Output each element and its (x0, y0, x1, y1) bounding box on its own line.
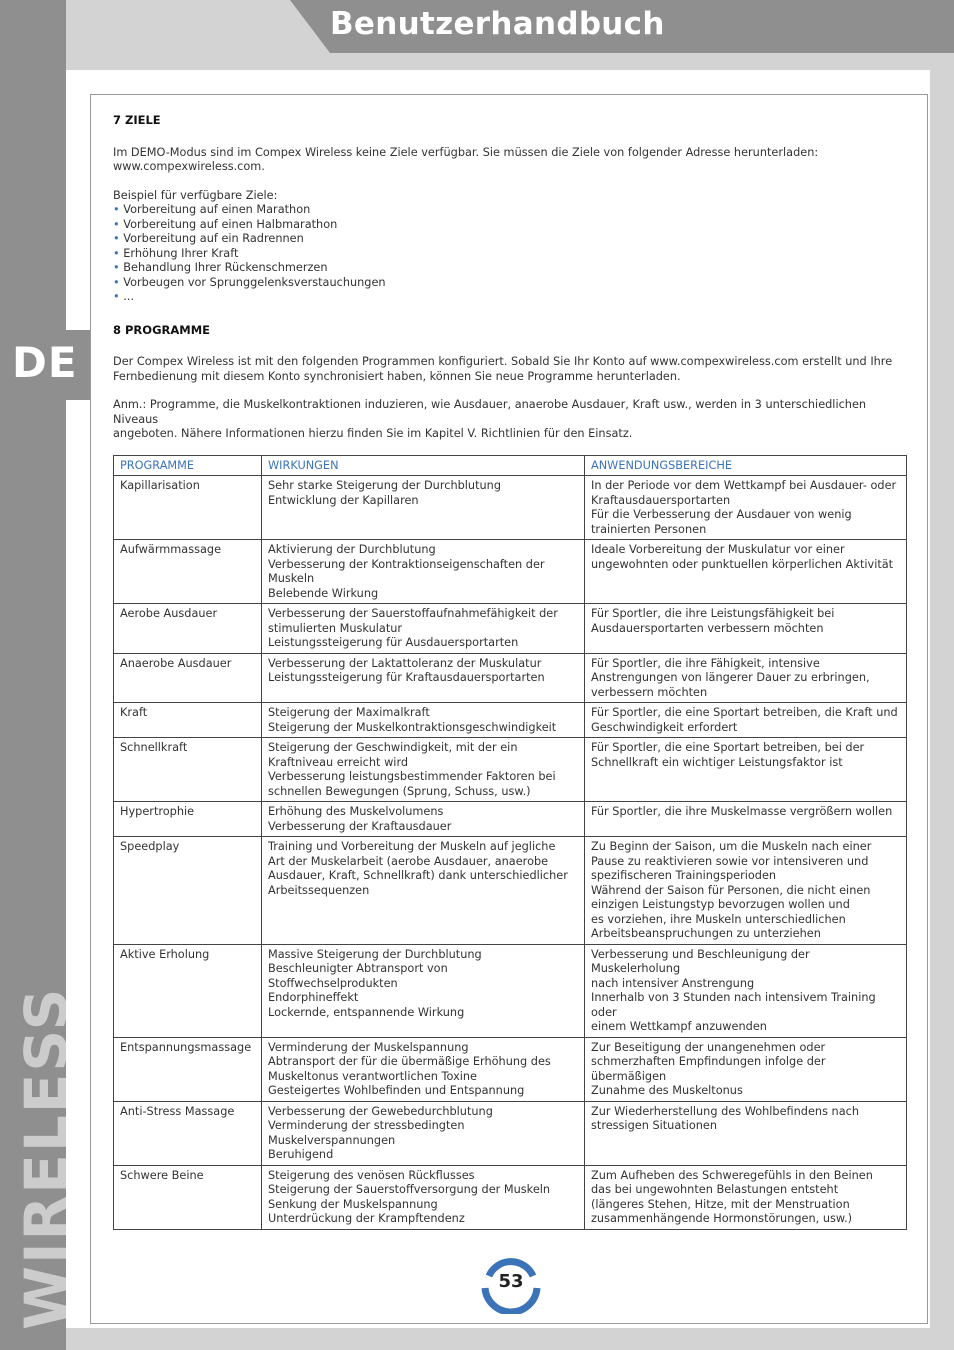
cell-line: Muskelverspannungen (268, 1133, 396, 1147)
cell-line: Zur Beseitigung der unangenehmen oder (591, 1040, 826, 1054)
cell-line: Kraftniveau erreicht wird (268, 755, 409, 769)
cell-line: Beschleunigter Abtransport von Stoffwechselprodukten (268, 962, 448, 990)
paragraph: Beispiel für verfügbare Ziele: (113, 188, 278, 202)
bottom-frame-band (66, 1328, 954, 1350)
cell-line: schmerzhaften Empfindungen infolge der übermäßigen (591, 1055, 826, 1083)
cell-line: (längeres Stehen, Hitze, mit der Menstruation (591, 1197, 850, 1211)
cell-line: einzigen Leistungstyp bevorzugen wollen und (591, 898, 850, 911)
cell-line: Für die Verbesserung der Ausdauer von wenig (591, 508, 852, 521)
effects-cell (262, 837, 585, 945)
cell-line: stimulierten Muskulatur (268, 621, 403, 635)
cell-line: Abtransport der für die übermäßige Erhöhung des (268, 1055, 551, 1068)
program-name-cell: Anti-Stress Massage (114, 1101, 262, 1165)
program-name-cell: Kraft (114, 703, 262, 738)
cell-line: ungewohnten oder punktuellen körperlichen Aktivität (591, 557, 894, 571)
cell-line: Art der Muskelarbeit (aerobe Ausdauer, anaerobe (268, 854, 549, 868)
cell-line: zusammenhängende Hormonstörungen, usw.) (591, 1212, 853, 1225)
column-header-programme: PROGRAMME (114, 455, 262, 476)
effects-cell (262, 476, 585, 540)
note: Anm.: Programme, die Muskelkontraktionen induzieren, wie Ausdauer, anaerobe Ausdauer, Kraft usw., werden in 3 unterschiedlichen Niveaus (113, 398, 867, 426)
list-item-text: ... (123, 290, 135, 303)
bullet-icon: • (113, 275, 120, 289)
table-row (114, 944, 907, 1037)
table-row (114, 540, 907, 604)
section-heading: 8 PROGRAMME (113, 322, 211, 337)
cell-line: Massive Steigerung der Durchblutung (268, 947, 482, 961)
cell-line: Sehr starke Steigerung der Durchblutung (268, 479, 501, 492)
bullet-icon: • (113, 261, 120, 274)
application-areas-cell (585, 1037, 907, 1101)
cell-line: stressigen Situationen (591, 1119, 718, 1132)
effects-cell (262, 738, 585, 802)
cell-line: Belebende Wirkung (268, 586, 379, 600)
column-header-anwendungsbereiche: ANWENDUNGSBEREICHE (585, 455, 907, 476)
cell-line: spezifischeren Trainingsperioden (591, 869, 777, 882)
effects-cell (262, 653, 585, 703)
page-title: Benutzerhandbuch (330, 6, 665, 42)
cell-line: Verbesserung der Sauerstoffaufnahmefähigkeit der (268, 607, 558, 620)
list-item (113, 218, 908, 233)
cell-line: Verbesserung der Gewebedurchblutung (268, 1104, 493, 1118)
cell-line: Unterdrückung der Krampftendenz (268, 1212, 465, 1225)
bullet-icon: • (113, 203, 120, 216)
cell-line: Geschwindigkeit erfordert (591, 720, 738, 734)
cell-line: verbessern möchten (591, 685, 708, 699)
application-areas-cell (585, 703, 907, 738)
cell-line: Für Sportler, die ihre Leistungsfähigkeit bei (591, 607, 835, 620)
program-name-cell: Aufwärmmassage (114, 540, 262, 604)
program-name-cell: Aktive Erholung (114, 944, 262, 1037)
cell-line: Endorphineffekt (268, 991, 359, 1004)
cell-line: Steigerung der Geschwindigkeit, mit der ein (268, 741, 518, 754)
cell-line: Steigerung der Muskelkontraktionsgeschwindigkeit (268, 720, 557, 734)
cell-line: Gesteigertes Wohlbefinden und Entspannung (268, 1084, 525, 1097)
list-item (113, 290, 908, 305)
cell-line: Steigerung der Maximalkraft (268, 706, 430, 719)
paragraph: Der Compex Wireless ist mit den folgenden Programmen konfiguriert. Sobald Sie Ihr Konto auf www.compexwireless.com erstellt und Ihre (113, 355, 893, 368)
paragraph: Im DEMO-Modus sind im Compex Wireless keine Ziele verfügbar. Sie müssen die Ziele von folgender Adresse herunterladen: (113, 145, 819, 159)
cell-line: Während der Saison für Personen, die nicht einen (591, 883, 871, 897)
effects-cell (262, 540, 585, 604)
application-areas-cell (585, 653, 907, 703)
program-name-cell: Schwere Beine (114, 1165, 262, 1229)
list-item-text: Vorbereitung auf einen Halbmarathon (123, 217, 338, 231)
link-text: www.compexwireless.com. (113, 160, 265, 173)
cell-line: Aktivierung der Durchblutung (268, 543, 436, 556)
cell-line: Für Sportler, die ihre Fähigkeit, intensive (591, 656, 820, 670)
document-body (113, 113, 908, 1230)
table-row (114, 1101, 907, 1165)
list-item-text: Behandlung Ihrer Rückenschmerzen (123, 261, 328, 274)
program-name-cell: Hypertrophie (114, 802, 262, 837)
list-item-text: Erhöhung Ihrer Kraft (123, 246, 239, 260)
cell-line: Kraftausdauersportarten (591, 493, 731, 507)
effects-cell (262, 944, 585, 1037)
cell-line: trainierten Personen (591, 522, 707, 536)
list-item (113, 261, 908, 276)
cell-line: Zu Beginn der Saison, um die Muskeln nach einer (591, 840, 872, 853)
cell-line: Schnellkraft ein wichtiger Leistungsfaktor ist (591, 755, 843, 769)
table-row (114, 1165, 907, 1229)
cell-line: Training und Vorbereitung der Muskeln auf jegliche (268, 840, 556, 853)
program-name-cell: Entspannungsmassage (114, 1037, 262, 1101)
brand-vertical-text: WIRELESS (12, 986, 80, 1330)
list-item (113, 276, 908, 291)
application-areas-cell (585, 1101, 907, 1165)
cell-line: nach intensiver Anstrengung (591, 976, 755, 990)
program-name-cell: Schnellkraft (114, 738, 262, 802)
cell-line: Lockernde, entspannende Wirkung (268, 1005, 465, 1019)
cell-line: Verminderung der stressbedingten (268, 1119, 465, 1132)
cell-line: Muskeln (268, 572, 315, 585)
cell-line: Senkung der Muskelspannung (268, 1197, 438, 1211)
list-item-text: Vorbereitung auf ein Radrennen (123, 232, 304, 245)
goal-list (113, 203, 908, 305)
list-item (113, 232, 908, 247)
application-areas-cell (585, 837, 907, 945)
effects-cell (262, 1101, 585, 1165)
cell-line: Pause zu reaktivieren sowie vor intensiveren und (591, 854, 869, 868)
cell-line: Steigerung der Sauerstoffversorgung der Muskeln (268, 1183, 551, 1196)
table-row (114, 802, 907, 837)
table-row (114, 703, 907, 738)
cell-line: Ausdauer, Kraft, Schnellkraft) dank unterschiedlicher (268, 869, 568, 882)
application-areas-cell (585, 944, 907, 1037)
cell-line: Für Sportler, die eine Sportart betreiben, bei der (591, 741, 865, 754)
cell-line: Anstrengungen von längerer Dauer zu erbringen, (591, 671, 870, 684)
application-areas-cell (585, 738, 907, 802)
effects-cell (262, 1037, 585, 1101)
list-item-text: Vorbeugen vor Sprunggelenksverstauchungen (123, 275, 386, 289)
application-areas-cell (585, 802, 907, 837)
list-item (113, 247, 908, 262)
cell-line: Verbesserung und Beschleunigung der Muskelerholung (591, 947, 810, 975)
effects-cell (262, 703, 585, 738)
cell-line: Erhöhung des Muskelvolumens (268, 805, 444, 818)
bullet-icon: • (113, 290, 120, 303)
cell-line: Verbesserung der Laktattoleranz der Muskulatur (268, 656, 542, 670)
program-name-cell: Speedplay (114, 837, 262, 945)
effects-cell (262, 802, 585, 837)
cell-line: Muskeltonus verantwortlichen Toxine (268, 1069, 478, 1083)
cell-line: Verminderung der Muskelspannung (268, 1040, 469, 1054)
application-areas-cell (585, 1165, 907, 1229)
table-row (114, 604, 907, 654)
column-header-wirkungen: WIRKUNGEN (262, 455, 585, 476)
cell-line: Leistungssteigerung für Ausdauersportarten (268, 636, 519, 649)
cell-line: einem Wettkampf anzuwenden (591, 1020, 767, 1033)
table-body (114, 476, 907, 1230)
cell-line: Entwicklung der Kapillaren (268, 493, 419, 507)
cell-line: Ideale Vorbereitung der Muskulatur vor einer (591, 543, 845, 556)
bullet-icon: • (113, 217, 120, 231)
list-item (113, 203, 908, 218)
cell-line: Beruhigend (268, 1148, 334, 1161)
programs-table (113, 455, 907, 1230)
list-item-text: Vorbereitung auf einen Marathon (123, 203, 311, 216)
cell-line: Arbeitsbeanspruchungen zu unterziehen (591, 927, 821, 940)
cell-line: Leistungssteigerung für Kraftausdauersportarten (268, 671, 545, 684)
note: angeboten. Nähere Informationen hierzu finden Sie im Kapitel V. Richtlinien für den Einsatz. (113, 427, 633, 440)
effects-cell (262, 1165, 585, 1229)
application-areas-cell (585, 604, 907, 654)
right-frame-bar (930, 70, 954, 1350)
table-row (114, 837, 907, 945)
cell-line: Zur Wiederherstellung des Wohlbefindens nach (591, 1104, 860, 1118)
cell-line: Verbesserung leistungsbestimmender Faktoren bei (268, 770, 556, 783)
page-number: 53 (498, 1271, 524, 1292)
cell-line: es vorziehen, ihre Muskeln unterschiedlichen (591, 912, 846, 926)
program-name-cell: Kapillarisation (114, 476, 262, 540)
cell-line: Für Sportler, die ihre Muskelmasse vergrößern wollen (591, 805, 893, 818)
cell-line: Verbesserung der Kontraktionseigenschaften der (268, 557, 545, 571)
cell-line: Zum Aufheben des Schweregefühls in den Beinen (591, 1168, 873, 1182)
table-row (114, 476, 907, 540)
bullet-icon: • (113, 246, 120, 260)
cell-line: Für Sportler, die eine Sportart betreiben, die Kraft und (591, 706, 898, 719)
language-code: DE (12, 338, 78, 387)
bullet-icon: • (113, 232, 120, 245)
cell-line: In der Periode vor dem Wettkampf bei Ausdauer- oder (591, 479, 897, 492)
cell-line: Innerhalb von 3 Stunden nach intensivem Training oder (591, 991, 876, 1019)
table-row (114, 1037, 907, 1101)
table-row (114, 653, 907, 703)
program-name-cell: Aerobe Ausdauer (114, 604, 262, 654)
table-header-row (114, 455, 907, 476)
cell-line: Arbeitssequenzen (268, 883, 370, 897)
cell-line: Verbesserung der Kraftausdauer (268, 819, 452, 833)
application-areas-cell (585, 540, 907, 604)
table-row (114, 738, 907, 802)
cell-line: Zunahme des Muskeltonus (591, 1084, 743, 1097)
cell-line: schnellen Bewegungen (Sprung, Schuss, usw.) (268, 784, 531, 798)
section-heading: 7 ZIELE (113, 113, 161, 127)
cell-line: Steigerung des venösen Rückflusses (268, 1168, 475, 1182)
effects-cell (262, 604, 585, 654)
application-areas-cell (585, 476, 907, 540)
paragraph: Fernbedienung mit diesem Konto synchronisiert haben, können Sie neue Programme herunterladen. (113, 369, 681, 383)
program-name-cell: Anaerobe Ausdauer (114, 653, 262, 703)
cell-line: das bei ungewohnten Belastungen entsteht (591, 1183, 839, 1196)
cell-line: Ausdauersportarten verbessern möchten (591, 621, 824, 635)
